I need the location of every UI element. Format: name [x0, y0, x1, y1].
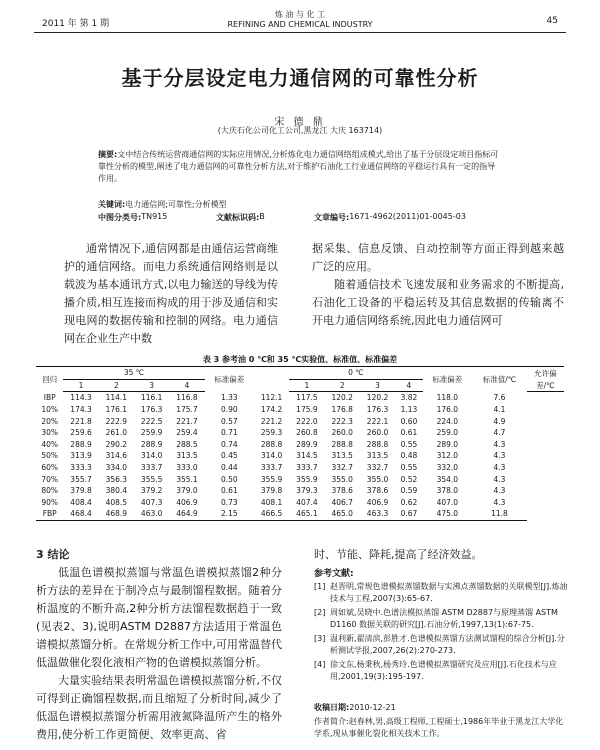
table-cell: 379.3: [296, 486, 318, 496]
abstract: [98, 149, 502, 185]
table-cell: 408.4: [70, 497, 92, 507]
conclusion-left-column: [36, 564, 282, 744]
table-cell: 4.3: [493, 497, 506, 507]
table-cell: 379.2: [140, 486, 163, 496]
article-number: 文章编号: 1671-4962(2011)01-0045-03: [314, 212, 466, 222]
table-cell: 116.8: [176, 393, 198, 403]
table-cell: 176.0: [436, 405, 459, 415]
journal-name: [34, 10, 566, 30]
table-cell: 0.71: [220, 428, 238, 438]
table-cell: 174.3: [70, 405, 92, 415]
running-header: [34, 10, 566, 33]
table-cell: 355.1: [176, 474, 198, 484]
table-cell: 354.0: [436, 474, 459, 484]
table-cell: 0.61: [220, 486, 238, 496]
sub-col-header: 2: [99, 379, 134, 392]
data-table: [36, 366, 564, 521]
table-cell: 379.8: [70, 486, 92, 496]
received-date: 收稿日期:2010-12-21: [314, 703, 396, 712]
table-cell: 221.2: [260, 416, 283, 426]
table-cell: 114.3: [70, 393, 92, 403]
table-cell: 332.7: [331, 463, 353, 473]
reference-item: [2] 周如斌,吴晓中.色谱法模拟蒸馏 ASTM D2887与原理蒸馏 ASTM D1160 数据关联的研究[J].石油分析,1997,13(1):67-75.: [314, 608, 558, 629]
row-label: FBP: [36, 508, 63, 520]
table-cell: 355.0: [366, 474, 389, 484]
table-cell: 3.82: [400, 393, 418, 403]
journal-name-cn: 炼 油 与 化 工: [274, 10, 326, 19]
table-cell: 0.90: [220, 405, 238, 415]
table-row: [36, 508, 564, 520]
table-cell: 4.3: [493, 451, 506, 461]
abstract-text: 文中结合传统运营商通信网的实际应用情况,分析炼化电力通信网络组成模式,给出了基于分层设定项目指标可靠性分析的模型,阐述了电力通信网的可靠性分析方法,对于维护石油化工行业通信网络的平稳运行具有一定的指导作用。: [98, 150, 499, 183]
table-cell: 378.6: [366, 486, 389, 496]
references-heading: 参考文献:: [314, 569, 354, 579]
row-label: 20%: [41, 416, 59, 426]
keywords-label: 关键词:: [98, 200, 126, 209]
intro-right-paragraph-2: 随着通信技术飞速发展和业务需求的不断提高,石油化工设备的平稳运转及其信息数据的传输离不开电力通信网络系统,因此电力通信网可: [312, 278, 564, 327]
table-cell: 259.6: [70, 428, 92, 438]
table-cell: 0.50: [220, 474, 238, 484]
section-heading-conclusion: 3 结论: [36, 548, 70, 561]
row-label: 80%: [41, 486, 59, 496]
sub-col-header: 1: [63, 379, 98, 392]
table-cell: 259.4: [176, 428, 198, 438]
table-cell: 260.0: [366, 428, 389, 438]
table-cell: 117.5: [296, 393, 318, 403]
table-cell: 333.7: [260, 463, 283, 473]
table-cell: 406.7: [331, 497, 353, 507]
table-cell: 332.0: [436, 463, 459, 473]
table-cell: 463.0: [134, 508, 169, 520]
intro-left-column: [64, 240, 278, 348]
table-cell: 0.57: [220, 416, 238, 426]
conclusion-right-continuation: [314, 546, 570, 564]
table-cell: 289.9: [296, 439, 318, 449]
table-cell: 288.9: [70, 439, 92, 449]
table-cell: 379.8: [260, 486, 283, 496]
table-cell: 475.0: [423, 508, 472, 520]
table-cell: 120.2: [331, 393, 353, 403]
table-cell: 463.3: [360, 508, 395, 520]
clc-code: 中图分类号: TN915: [98, 212, 168, 222]
col-header-recovery: 回归: [36, 367, 63, 392]
table-row: [36, 415, 564, 427]
table-cell: 112.1: [260, 393, 283, 403]
table-cell: 407.0: [436, 497, 459, 507]
journal-name-en: REFINING AND CHEMICAL INDUSTRY: [227, 20, 373, 29]
table-cell: 116.1: [140, 393, 163, 403]
issue-label: 2011 年 第 1 期: [42, 19, 110, 29]
table-row: [36, 427, 564, 439]
table-cell: 288.8: [331, 439, 353, 449]
table-cell: 222.3: [331, 416, 353, 426]
table-cell: 176.8: [331, 405, 353, 415]
reference-item: [3] 温利新,翟清滨,彭胜才.色谱模拟蒸馏方法测试馏程的综合分析[J].分析测试学报,2007,26(2):270-273.: [314, 634, 565, 655]
table-cell: 0.67: [395, 508, 422, 520]
table-cell: 175.7: [176, 405, 198, 415]
row-label: 10%: [41, 405, 59, 415]
table-cell: 464.9: [169, 508, 204, 520]
intro-right-paragraph-1: 据采集、信息反馈、自动控制等方面正得到越来越广泛的应用。: [312, 242, 564, 273]
table-cell: 355.0: [331, 474, 353, 484]
table-cell: 174.2: [260, 405, 283, 415]
col-header-blank: [254, 367, 289, 392]
row-label: 30%: [41, 428, 59, 438]
table-caption: 表 3 参考油 0 ℃和 35 ℃实验值、标准值、标准偏差: [202, 355, 398, 364]
conclusion-continuation: 时、节能、降耗,提高了经济效益。: [314, 548, 483, 561]
references-list: [314, 581, 570, 685]
table-cell: 288.8: [366, 439, 389, 449]
table-cell: 407.3: [140, 497, 163, 507]
table-body: [36, 392, 564, 521]
col-header-allowed-1: 允许偏: [527, 367, 564, 380]
table-cell: 260.8: [296, 428, 318, 438]
table-cell: 355.9: [296, 474, 318, 484]
table-cell: 176.1: [105, 405, 128, 415]
table-cell: 468.9: [99, 508, 134, 520]
table-cell: 406.9: [366, 497, 389, 507]
doc-code: 文献标识码: B: [216, 212, 265, 222]
table-cell: 333.7: [296, 463, 318, 473]
intro-left-paragraph: 通常情况下,通信网都是由通信运营商维护的通信网络。而电力系统通信网络则是以载波为基本通讯方式,以电力输送的导线为传播介质,相互连接而构成的用于涉及通信和实现电网的数据传输和控制的网络。电力通信网在企业生产中数: [64, 242, 278, 345]
table-cell: 0.73: [220, 497, 238, 507]
author-info: 作者简介:赵春林,男,高级工程师,工程硕士,1986年毕业于黑龙江大学化学系,现从事催化裂化相关技术工作。: [314, 717, 564, 738]
row-label: 60%: [41, 463, 59, 473]
conclusion-paragraph-1: 低温色谱模拟蒸馏与常温色谱模拟蒸馏2种分析方法的差异在于制冷点与最制馏程数据。随着分析温度的不断升高,2种分析方法馏程数据趋于一致(见表2、3),说明ASTM D2887方法适用于常温色谱模拟蒸馏分析。在常规分析工作中,可用常温替代低温做催化裂化液相产物的色谱模拟蒸馏分析。: [36, 566, 282, 669]
col-header-allowed-2: 差/℃: [527, 379, 564, 392]
table-cell: 7.6: [493, 393, 506, 403]
reference-item: [4] 徐文东,杨秉秋,杨秀玲.色谱模拟蒸馏研究及应用[J].石化技术与应用,2001,19(3):195-197.: [314, 660, 557, 681]
sub-col-header: 4: [395, 379, 422, 392]
table-cell: 290.2: [105, 439, 128, 449]
table-cell: 334.0: [105, 463, 128, 473]
sub-col-header: 4: [169, 379, 204, 392]
intro-right-column: [312, 240, 564, 330]
sub-col-header: 1: [289, 379, 324, 392]
table-cell: 1.13: [400, 405, 418, 415]
table-cell: 380.4: [105, 486, 128, 496]
table-cell: 378.0: [436, 486, 459, 496]
table-cell: 288.9: [140, 439, 163, 449]
table-cell: 355.7: [70, 474, 92, 484]
table-cell: 261.0: [105, 428, 128, 438]
table-cell: 224.0: [436, 416, 459, 426]
table-cell: 176.3: [366, 405, 389, 415]
table-cell: 288.8: [260, 439, 283, 449]
author-affiliation: (大庆石化公司化工公司,黑龙江 大庆 163714): [217, 126, 383, 135]
table-cell: 408.5: [105, 497, 128, 507]
table-cell: 0.74: [220, 439, 238, 449]
table-cell: 289.0: [436, 439, 459, 449]
table-cell: 114.1: [105, 393, 128, 403]
table-cell: 4.3: [493, 486, 506, 496]
table-cell: 4.3: [493, 439, 506, 449]
keywords: [98, 199, 227, 210]
table-row: [36, 462, 564, 474]
table-cell: 468.4: [63, 508, 98, 520]
table-cell: 4.1: [493, 405, 506, 415]
table-row: [36, 392, 564, 404]
table-cell: 222.5: [140, 416, 163, 426]
keywords-text: 电力通信网;可靠性;分析模型: [125, 200, 227, 209]
abstract-label: 摘要:: [98, 150, 118, 159]
table-cell: 313.5: [366, 451, 389, 461]
table-cell: 0.59: [400, 486, 418, 496]
table-cell: 465.0: [325, 508, 360, 520]
table-cell: 0.44: [220, 463, 238, 473]
table-row: [36, 450, 564, 462]
table-cell: 260.0: [331, 428, 353, 438]
table-cell: 313.5: [331, 451, 353, 461]
row-label: 50%: [41, 451, 59, 461]
row-label: 90%: [41, 497, 59, 507]
table-cell: 466.5: [254, 508, 289, 520]
table-cell: 407.4: [296, 497, 318, 507]
table-cell: 222.9: [105, 416, 128, 426]
table-row: [36, 404, 564, 416]
reference-item: [1] 赵晋明,常规色谱模拟蒸馏数据与实沸点蒸馏数据的关联模型[J].炼油技术与工程,2007(3):65-67.: [314, 582, 568, 603]
conclusion-paragraph-2: 大量实验结果表明常温色谱模拟蒸馏分析,不仅可得到正确馏程数据,而且缩短了分析时间,减少了低温色谱模拟蒸馏分析需用液氮降温所产生的格外费用,使分析工作更简便、效率更高、省: [36, 674, 282, 741]
table-cell: 118.0: [436, 393, 459, 403]
table-cell: 221.7: [176, 416, 198, 426]
table-cell: 175.9: [296, 405, 318, 415]
table-cell: 176.3: [140, 405, 163, 415]
table-cell: 0.45: [220, 451, 238, 461]
table-cell: 0.55: [400, 463, 418, 473]
table-row: [36, 473, 564, 485]
table-cell: 259.9: [140, 428, 163, 438]
group-header-35c: 35 ℃: [63, 367, 204, 380]
table-cell: 333.7: [140, 463, 163, 473]
table-cell: 4.3: [493, 474, 506, 484]
table-cell: 313.5: [176, 451, 198, 461]
table-cell: 356.3: [105, 474, 128, 484]
table-cell: 1.33: [220, 393, 238, 403]
col-header-std-dev-35: 标准偏差: [205, 367, 254, 392]
row-label: IBP: [43, 393, 56, 403]
table-cell: 332.7: [366, 463, 389, 473]
table-cell: 259.3: [260, 428, 283, 438]
table-row: [36, 439, 564, 451]
row-label: 40%: [41, 439, 59, 449]
table-cell: 333.3: [70, 463, 92, 473]
table-cell: 0.48: [400, 451, 418, 461]
author-name: 宋 德 鼎: [274, 117, 326, 128]
table-cell: 222.0: [296, 416, 318, 426]
col-header-std-dev-0: 标准偏差: [423, 367, 472, 392]
row-label: 70%: [41, 474, 59, 484]
sub-col-header: 3: [134, 379, 169, 392]
table-cell: 120.2: [366, 393, 389, 403]
table-cell: 4.7: [493, 428, 506, 438]
paper-title: 基于分层设定电力通信网的可靠性分析: [121, 66, 479, 90]
table-cell: 313.9: [70, 451, 92, 461]
table-cell: 221.8: [70, 416, 92, 426]
table-cell: 4.3: [493, 463, 506, 473]
table-cell: 355.9: [260, 474, 283, 484]
table-cell: 406.9: [176, 497, 198, 507]
sub-col-header: 3: [360, 379, 395, 392]
table-header-row-1: [36, 367, 564, 380]
table-cell: 2.15: [205, 508, 254, 520]
table-row: [36, 485, 564, 497]
table-cell: 222.1: [366, 416, 389, 426]
table-cell: 333.0: [176, 463, 198, 473]
col-header-std-value: 标准值/℃: [472, 367, 527, 392]
table-cell: 4.9: [493, 416, 506, 426]
table-cell: 0.62: [400, 497, 418, 507]
table-cell: 379.0: [176, 486, 198, 496]
table-row: [36, 497, 564, 509]
table-cell: 314.5: [296, 451, 318, 461]
table-cell: 465.1: [289, 508, 324, 520]
table-cell: 355.5: [140, 474, 163, 484]
group-header-0c: 0 ℃: [289, 367, 422, 380]
table-cell: 0.61: [400, 428, 418, 438]
table-cell: 378.6: [331, 486, 353, 496]
table-cell: 288.5: [176, 439, 198, 449]
table-cell: 314.6: [105, 451, 128, 461]
table-cell: 0.55: [400, 439, 418, 449]
page-number: 45: [546, 16, 558, 26]
table-cell: 0.60: [400, 416, 418, 426]
table-cell: 259.0: [436, 428, 459, 438]
table-cell: 11.8: [472, 508, 527, 520]
table-cell: 0.52: [400, 474, 418, 484]
table-cell: 312.0: [436, 451, 459, 461]
table-cell: 408.1: [260, 497, 283, 507]
table-cell: 314.0: [260, 451, 283, 461]
sub-col-header: 2: [325, 379, 360, 392]
table-cell: 314.0: [140, 451, 163, 461]
